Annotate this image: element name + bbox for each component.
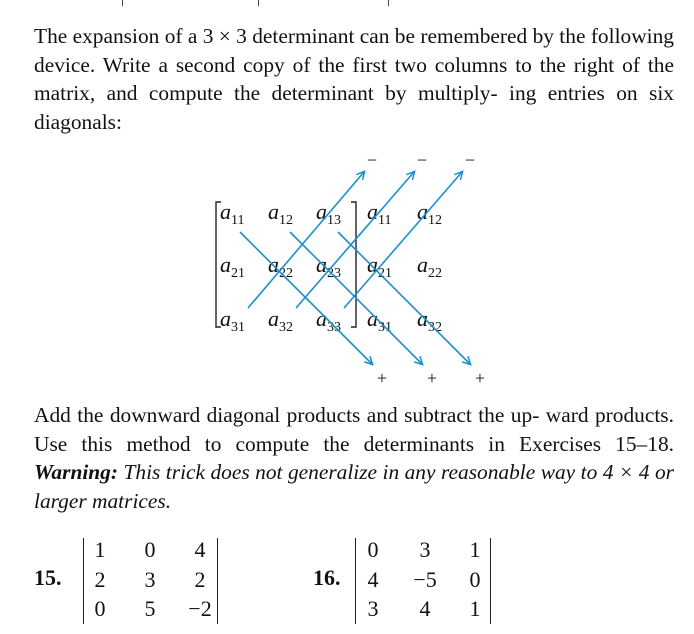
exercise-16-cell: 4 — [367, 567, 379, 592]
warning-label: Warning: — [34, 460, 119, 484]
plus-sign-1: + — [376, 368, 388, 388]
minus-sign-3: − — [464, 150, 476, 170]
intro-line-4: ing entries on six diagonals: — [34, 81, 674, 134]
exercise-15-cell: 2 — [94, 567, 106, 592]
diagram-entry-a12: $a_{12}$ — [417, 199, 442, 228]
exercise-15-cell: −2 — [188, 596, 212, 621]
exercise-16-label: 16. — [313, 565, 341, 590]
exercise-16-left-bar — [355, 538, 356, 624]
exercise-16-cell: 0 — [367, 537, 379, 562]
diagram-entry-a32: $a_{32}$ — [417, 306, 442, 335]
exercise-15-cell: 1 — [94, 537, 106, 562]
diagram-entry-a21: $a_{21}$ — [220, 252, 245, 281]
right-bracket — [351, 202, 356, 327]
intro-line-3: the right of the matrix, and compute the determinant by multiply- — [34, 52, 674, 105]
diagram-entry-a23: $a_{23}$ — [316, 252, 341, 281]
instructions-exercises-ref: Exercises 15–18. — [519, 431, 674, 456]
intro-line-1: The expansion of a 3 × 3 determinant can be remembered by the — [34, 24, 586, 48]
diagram-entry-a22: $a_{22}$ — [417, 252, 442, 281]
diagram-entry-a11: $a_{11}$ — [367, 199, 392, 228]
exercise-15-label: 15. — [34, 565, 62, 590]
diagram-entry-a13: $a_{13}$ — [316, 199, 341, 228]
up-diagonal-arrow-2 — [296, 172, 414, 308]
exercise-15-cell: 2 — [194, 567, 206, 592]
diagram-entry-a31: $a_{31}$ — [220, 306, 245, 335]
intro-line-2: following device. Write a second copy of the first two columns to — [34, 24, 674, 77]
exercise-16-cell: 3 — [419, 537, 431, 562]
instructions-line-2: ward products. Use this method to compute the determinants in — [34, 403, 674, 456]
instructions-paragraph — [34, 401, 674, 515]
diagram-entry-a11: $a_{11}$ — [220, 199, 245, 228]
exercise-15-cell: 4 — [194, 537, 206, 562]
diagram-entry-a31: $a_{31}$ — [367, 306, 392, 335]
diagram-entry-a32: $a_{32}$ — [268, 306, 293, 335]
minus-sign-1: − — [366, 150, 378, 170]
exercise-15-cell: 3 — [144, 567, 156, 592]
diagram-entry-a21: $a_{21}$ — [367, 252, 392, 281]
exercise-15-cell: 0 — [94, 596, 106, 621]
exercise-16-cell: 1 — [469, 537, 481, 562]
diagram-entry-a33: $a_{33}$ — [316, 306, 341, 335]
plus-sign-2: + — [426, 368, 438, 388]
exercise-16-right-bar — [490, 538, 491, 624]
exercise-16-cell: −5 — [413, 567, 437, 592]
up-diagonal-arrow-3 — [344, 172, 462, 308]
warning-text-a: This trick does not generalize in any — [123, 460, 436, 484]
exercise-16-cell: 4 — [419, 596, 431, 621]
exercise-15-cell: 0 — [144, 537, 156, 562]
plus-sign-3: + — [474, 368, 486, 388]
exercise-15-cell: 5 — [144, 596, 156, 621]
minus-sign-2: − — [416, 150, 428, 170]
diagram-entry-a22: $a_{22}$ — [268, 252, 293, 281]
warning-text-b: reasonable way to 4 × 4 or larger matrices. — [34, 460, 674, 513]
exercise-16-cell: 0 — [469, 567, 481, 592]
diagram-entry-a12: $a_{12}$ — [268, 199, 293, 228]
down-diagonal-arrow-3 — [338, 232, 470, 364]
exercise-16-cell: 1 — [469, 596, 481, 621]
exercise-15-right-bar — [217, 538, 218, 624]
exercise-16-cell: 3 — [367, 596, 379, 621]
instructions-line-1: Add the downward diagonal products and subtract the up- — [34, 403, 540, 427]
